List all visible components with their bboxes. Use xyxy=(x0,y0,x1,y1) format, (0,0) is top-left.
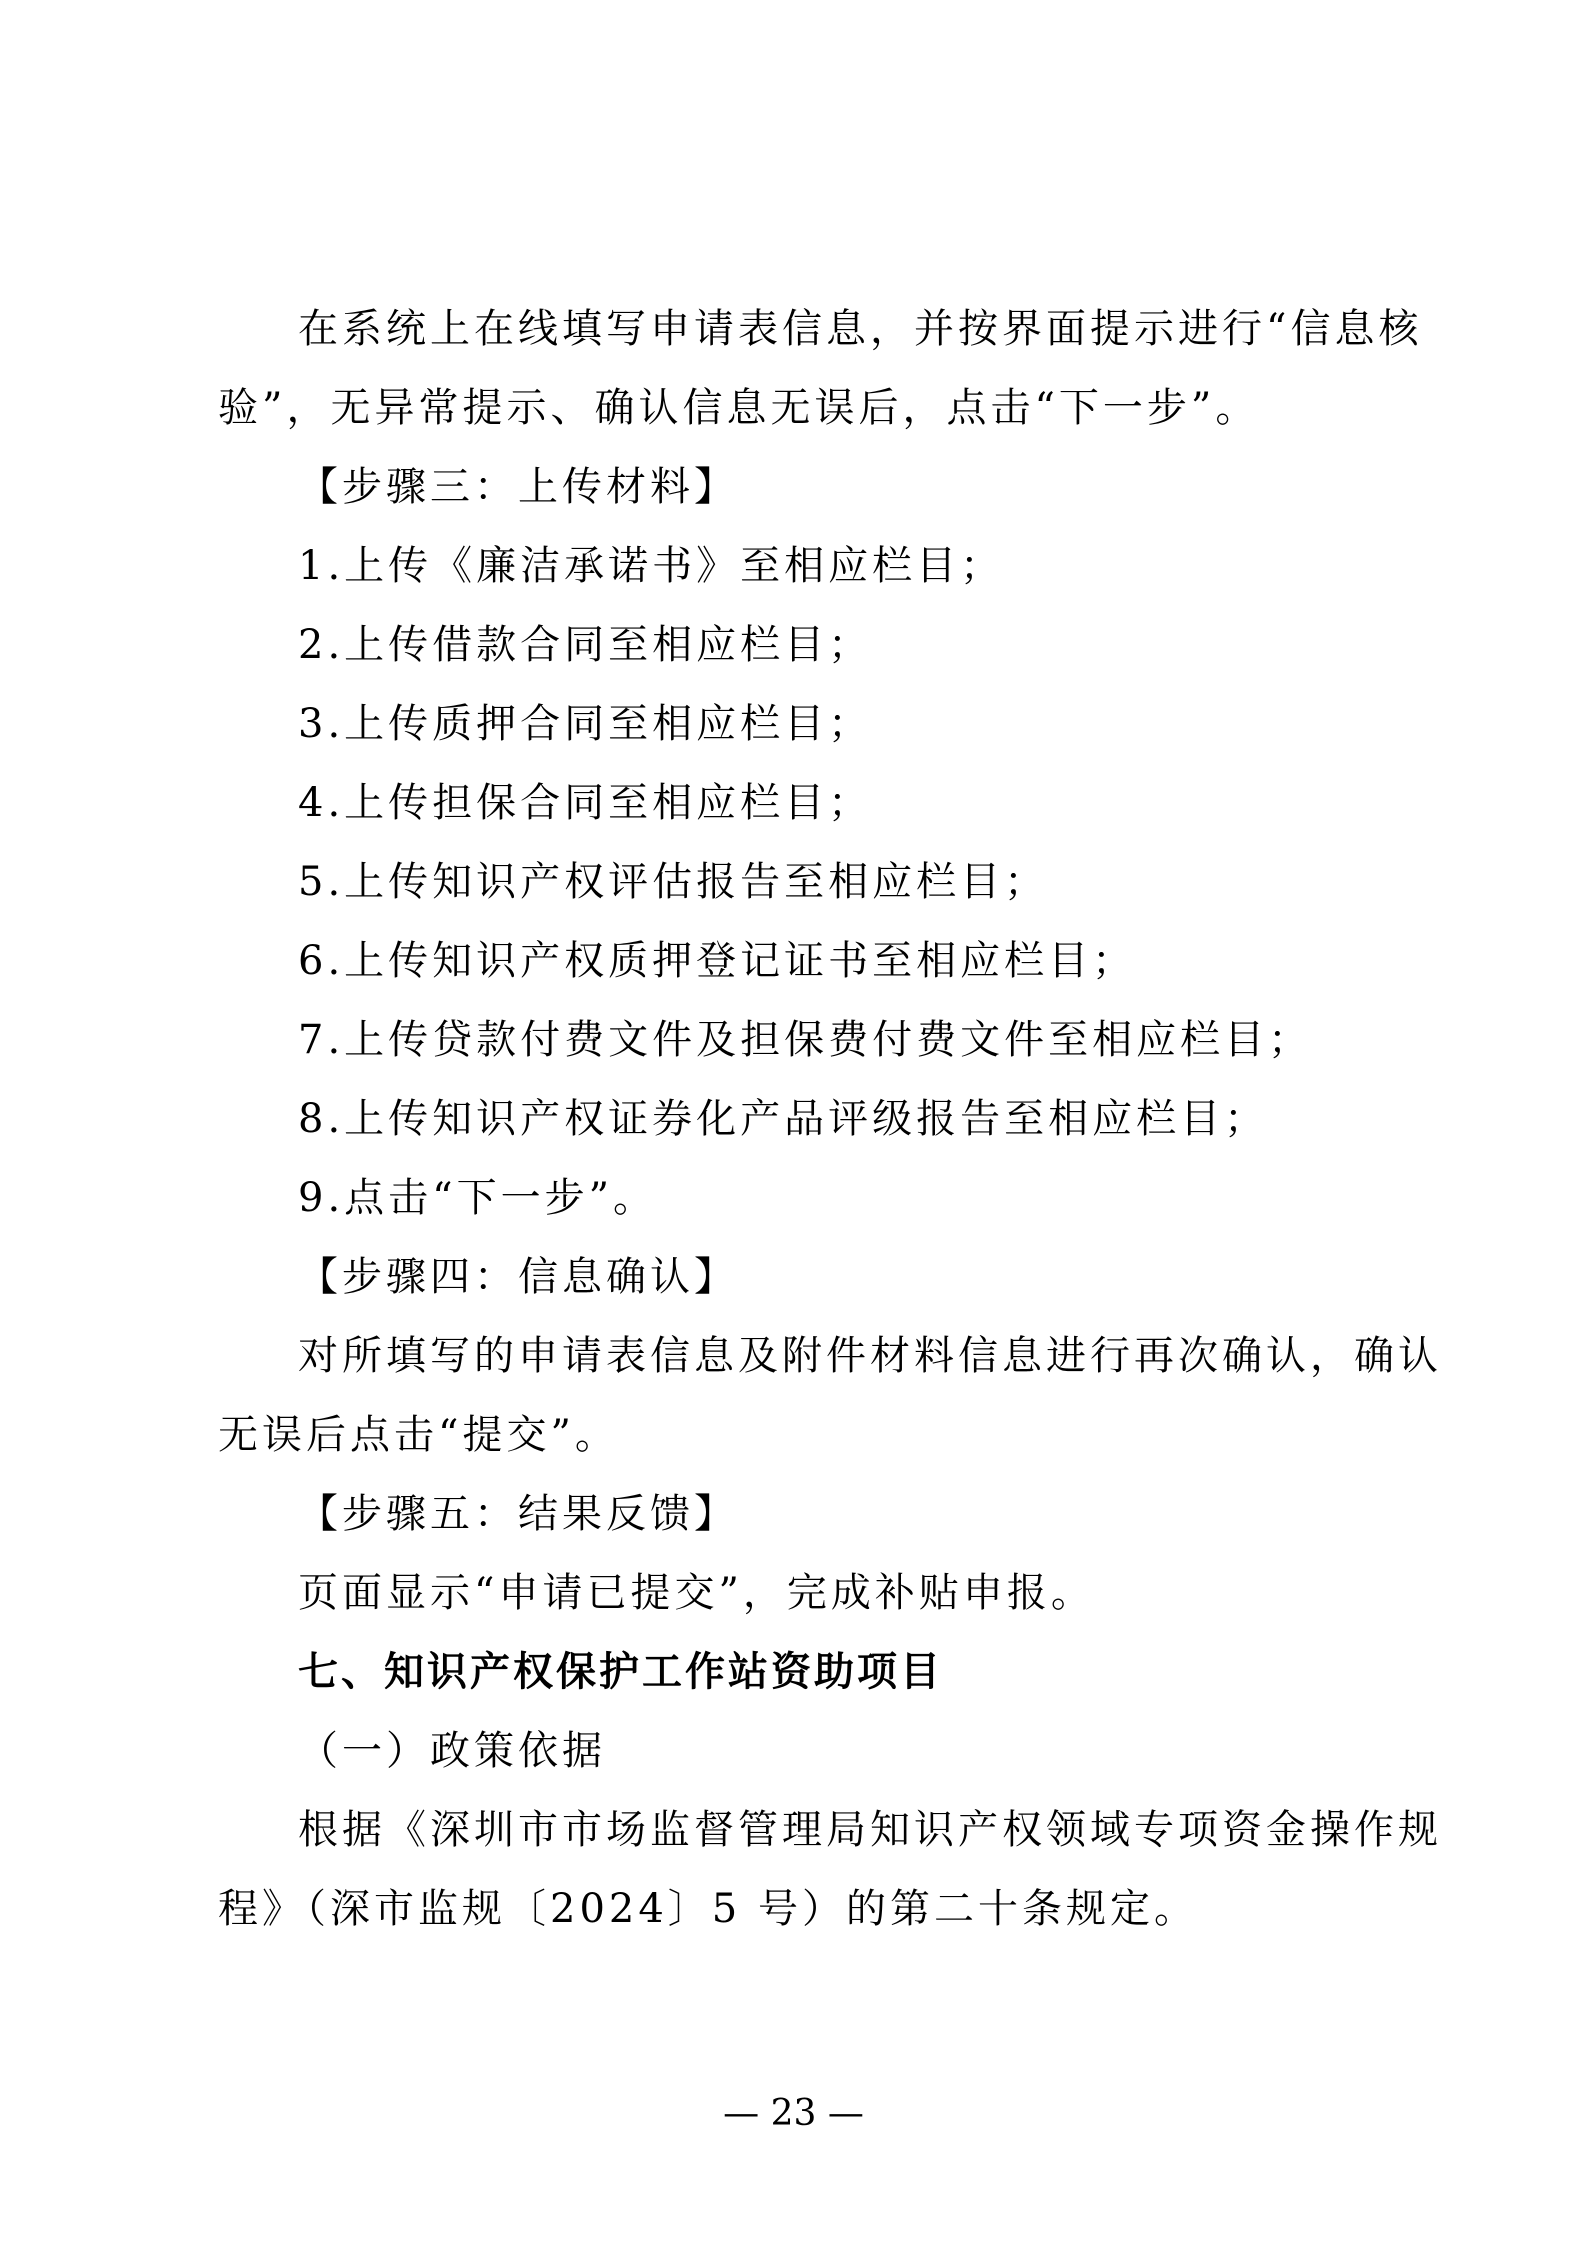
paragraph-line: 程》（深市监规〔2024〕5 号）的第二十条规定。 xyxy=(218,1886,1198,1932)
list-item: 2.上传借款合同至相应栏目； xyxy=(298,622,873,668)
step-heading: 【步骤三：上传材料】 xyxy=(298,464,738,510)
paragraph-line: 在系统上在线填写申请表信息，并按界面提示进行“信息核 xyxy=(298,306,1423,352)
paragraph-line: 无误后点击“提交”。 xyxy=(218,1412,619,1458)
subsection-heading: （一）政策依据 xyxy=(298,1728,606,1774)
list-item: 8.上传知识产权证券化产品评级报告至相应栏目； xyxy=(298,1096,1269,1142)
page-number: — 23 — xyxy=(723,2093,864,2134)
paragraph-line: 页面显示“申请已提交”，完成补贴申报。 xyxy=(298,1570,1095,1616)
list-item: 9.点击“下一步”。 xyxy=(298,1175,658,1221)
paragraph-line: 根据《深圳市市场监督管理局知识产权领域专项资金操作规 xyxy=(298,1807,1442,1853)
paragraph-line: 对所填写的申请表信息及附件材料信息进行再次确认，确认 xyxy=(298,1333,1442,1379)
step-heading: 【步骤四：信息确认】 xyxy=(298,1254,738,1300)
list-item: 1.上传《廉洁承诺书》至相应栏目； xyxy=(298,543,1005,589)
list-item: 3.上传质押合同至相应栏目； xyxy=(298,701,873,747)
list-item: 4.上传担保合同至相应栏目； xyxy=(298,780,873,826)
list-item: 6.上传知识产权质押登记证书至相应栏目； xyxy=(298,938,1137,984)
step-heading: 【步骤五：结果反馈】 xyxy=(298,1491,738,1537)
section-heading: 七、知识产权保护工作站资助项目 xyxy=(298,1649,943,1695)
list-item: 5.上传知识产权评估报告至相应栏目； xyxy=(298,859,1049,905)
list-item: 7.上传贷款付费文件及担保费付费文件至相应栏目； xyxy=(298,1017,1313,1063)
paragraph-line: 验”，无异常提示、确认信息无误后，点击“下一步”。 xyxy=(218,385,1260,431)
